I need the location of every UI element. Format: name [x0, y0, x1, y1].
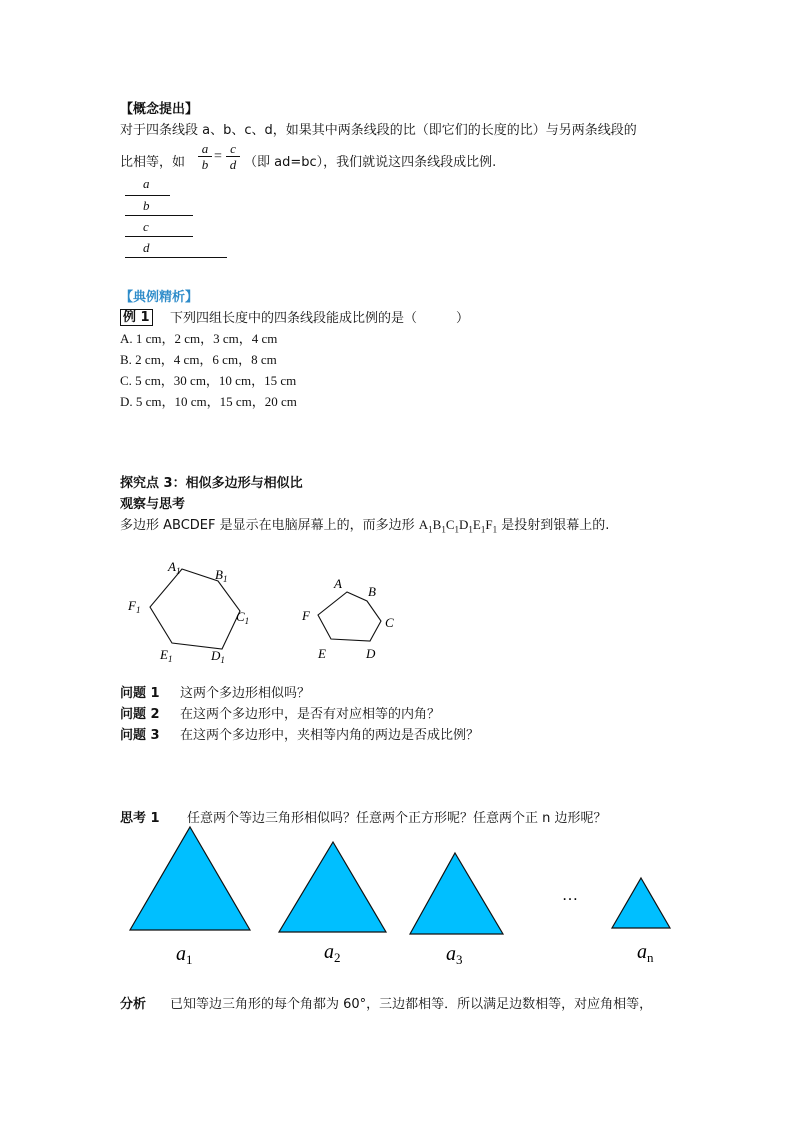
segment-a: [125, 195, 170, 196]
triangle-an: [612, 878, 670, 928]
fraction-denominator: d: [229, 157, 237, 172]
fraction-denominator: b: [201, 157, 209, 172]
small-hexagon: [318, 592, 381, 641]
label-F1: $F_1$: [128, 598, 141, 615]
label-F: F: [302, 608, 310, 623]
equals-sign: =: [214, 149, 222, 164]
segment-c: [125, 236, 193, 237]
explore-description: [120, 514, 609, 535]
question-1: [120, 682, 160, 701]
example-1: [120, 306, 153, 325]
triangle-a1: [130, 827, 250, 930]
option-c: C. 5 cm，30 cm，10 cm，15 cm: [120, 373, 297, 388]
concept-line-1: 对于四条线段 a、b、c、d，如果其中两条线段的比（即它们的长度的比）与另两条线段的: [120, 123, 637, 138]
label-D: D: [366, 646, 376, 661]
analysis-label: 分析: [120, 997, 147, 1012]
option-a: A. 1 cm，2 cm，3 cm，4 cm: [120, 331, 278, 346]
question-label: 问题 2: [120, 707, 160, 722]
option-d: D. 5 cm，10 cm，15 cm，20 cm: [120, 394, 297, 409]
fraction-a-over-b: [198, 141, 212, 173]
example-title: 【典例精析】: [120, 290, 199, 305]
explore-title: 探究点 3：相似多边形与相似比: [120, 476, 303, 491]
segment-label-a: a: [143, 176, 150, 191]
question-label: 问题 3: [120, 728, 160, 743]
label-an: $a_n$: [637, 941, 654, 965]
segment-b: [125, 215, 193, 216]
question-1-text: 这两个多边形相似吗？: [180, 686, 311, 701]
fraction-numerator: a: [198, 141, 212, 157]
concept-line-2-suffix: （即 ad=bc），我们就说这四条线段成比例.: [244, 155, 497, 170]
triangle-a2: [279, 842, 386, 932]
question-2-text: 在这两个多边形中，是否有对应相等的内角？: [180, 707, 441, 722]
example-label: 例 1: [120, 309, 153, 326]
example-question: 下列四组长度中的四条线段能成比例的是（ ）: [170, 311, 470, 326]
think-label: 思考 1: [120, 811, 160, 826]
polygon-name: $A_1B_1C_1D_1E_1F_1$: [418, 517, 498, 535]
fraction-c-over-d: [226, 141, 240, 173]
label-B: B: [368, 584, 376, 599]
explore-desc-intro: 多边形 ABCDEF 是显示在电脑屏幕上的，而多边形: [120, 518, 419, 533]
explore-desc-suffix: 是投射到银幕上的.: [497, 518, 610, 533]
question-3-text: 在这两个多边形中，夹相等内角的两边是否成比例？: [180, 728, 480, 743]
think-text: 任意两个等边三角形相似吗？任意两个正方形呢？任意两个正 n 边形呢？: [187, 811, 607, 826]
concept-line-2-prefix: 比相等，如: [120, 155, 186, 170]
segment-label-c: c: [143, 219, 149, 234]
question-2: [120, 703, 160, 722]
segment-label-d: d: [143, 240, 150, 255]
label-C1: $C_1$: [236, 609, 250, 626]
label-A: A: [334, 576, 342, 591]
question-label: 问题 1: [120, 686, 160, 701]
ellipsis: …: [562, 887, 578, 904]
concept-title: 【概念提出】: [120, 102, 199, 117]
polygons-figure: [120, 555, 420, 670]
label-E1: $E_1$: [160, 647, 173, 664]
label-D1: $D_1$: [211, 648, 225, 665]
label-B1: $B_1$: [215, 567, 228, 584]
triangle-a3: [410, 853, 503, 934]
segment-d: [125, 257, 227, 258]
label-C: C: [385, 615, 394, 630]
label-a2: $a_2$: [324, 941, 341, 965]
triangles-figure: [120, 820, 690, 970]
label-A1: $A_1$: [168, 559, 181, 576]
label-a1: $a_1$: [176, 943, 193, 967]
fraction-numerator: c: [226, 141, 240, 157]
explore-subtitle: 观察与思考: [120, 497, 186, 512]
label-E: E: [318, 646, 326, 661]
question-3: [120, 724, 160, 743]
analysis-text: 已知等边三角形的每个角都为 60°，三边都相等．所以满足边数相等，对应角相等，: [170, 997, 653, 1012]
segment-label-b: b: [143, 198, 150, 213]
label-a3: $a_3$: [446, 943, 463, 967]
option-b: B. 2 cm，4 cm，6 cm，8 cm: [120, 352, 277, 367]
